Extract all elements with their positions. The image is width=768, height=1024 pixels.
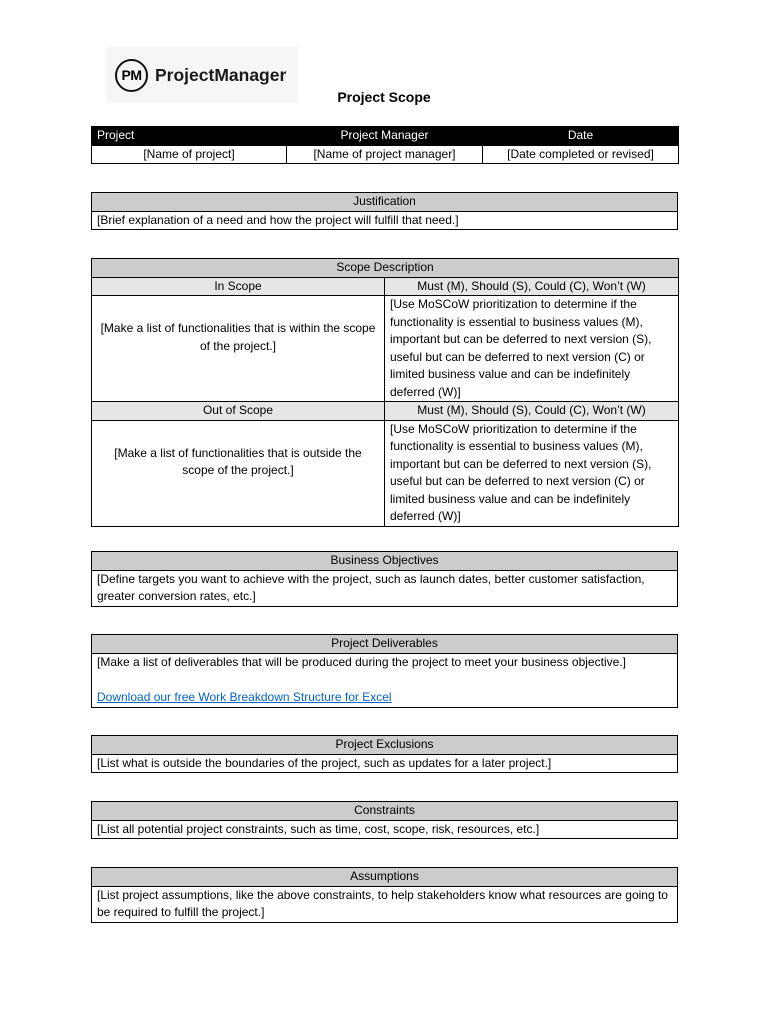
assumptions-header: Assumptions (92, 868, 678, 887)
project-exclusions-table (91, 735, 678, 773)
wbs-download-link[interactable]: Download our free Work Breakdown Structure for Excel (97, 689, 392, 704)
project-info-table (91, 126, 679, 164)
justification-body[interactable]: [Brief explanation of a need and how the project will fulfill that need.] (92, 211, 678, 230)
in-scope-priority-label: Must (M), Should (S), Could (C), Won’t (W) (385, 277, 679, 296)
project-exclusions-header: Project Exclusions (92, 736, 678, 755)
out-of-scope-priority-label: Must (M), Should (S), Could (C), Won’t (W) (385, 402, 679, 421)
constraints-table (91, 801, 678, 839)
project-header: Project (92, 127, 287, 146)
out-of-scope-priority-body[interactable]: [Use MoSCoW prioritization to determine if the functionality is essential to business values (M), important but can be deferred to next version (S), useful but can be deferred to next version (C) or limited business value and can be indefinitely deferred (W)] (385, 420, 679, 526)
scope-description-table (91, 258, 679, 527)
page-title: Project Scope (337, 89, 431, 105)
constraints-header: Constraints (92, 802, 678, 821)
in-scope-body[interactable]: [Make a list of functionalities that is within the scope of the project.] (92, 296, 385, 402)
project-manager-cell[interactable]: [Name of project manager] (287, 145, 483, 164)
pm-logo-icon: PM (115, 59, 148, 92)
scope-description-header: Scope Description (92, 259, 679, 278)
business-objectives-body[interactable]: [Define targets you want to achieve with the project, such as launch dates, better customer satisfaction, greater conversion rates, etc.] (92, 570, 678, 606)
justification-header: Justification (92, 193, 678, 212)
brand-name: ProjectManager (155, 64, 287, 85)
date-cell[interactable]: [Date completed or revised] (483, 145, 679, 164)
in-scope-priority-body[interactable]: [Use MoSCoW prioritization to determine if the functionality is essential to business values (M), important but can be deferred to next version (S), useful but can be deferred to next version (C) or limited business value and can be indefinitely deferred (W)] (385, 296, 679, 402)
out-of-scope-body[interactable]: [Make a list of functionalities that is outside the scope of the project.] (92, 420, 385, 526)
assumptions-table (91, 867, 678, 923)
assumptions-body[interactable]: [List project assumptions, like the above constraints, to help stakeholders know what resources are going to be required to fulfill the project.] (92, 886, 678, 922)
project-name-cell[interactable]: [Name of project] (92, 145, 287, 164)
out-of-scope-label: Out of Scope (92, 402, 385, 421)
project-deliverables-table (91, 634, 678, 708)
project-exclusions-body[interactable]: [List what is outside the boundaries of the project, such as updates for a later project.] (92, 754, 678, 773)
project-manager-header: Project Manager (287, 127, 483, 146)
justification-table (91, 192, 678, 230)
in-scope-label: In Scope (92, 277, 385, 296)
business-objectives-table (91, 551, 678, 607)
project-deliverables-body[interactable]: [Make a list of deliverables that will be produced during the project to meet your business objective.] (97, 654, 626, 669)
constraints-body[interactable]: [List all potential project constraints, such as time, cost, scope, risk, resources, etc.] (92, 820, 678, 839)
project-deliverables-header: Project Deliverables (92, 635, 678, 654)
date-header: Date (483, 127, 679, 146)
business-objectives-header: Business Objectives (92, 552, 678, 571)
